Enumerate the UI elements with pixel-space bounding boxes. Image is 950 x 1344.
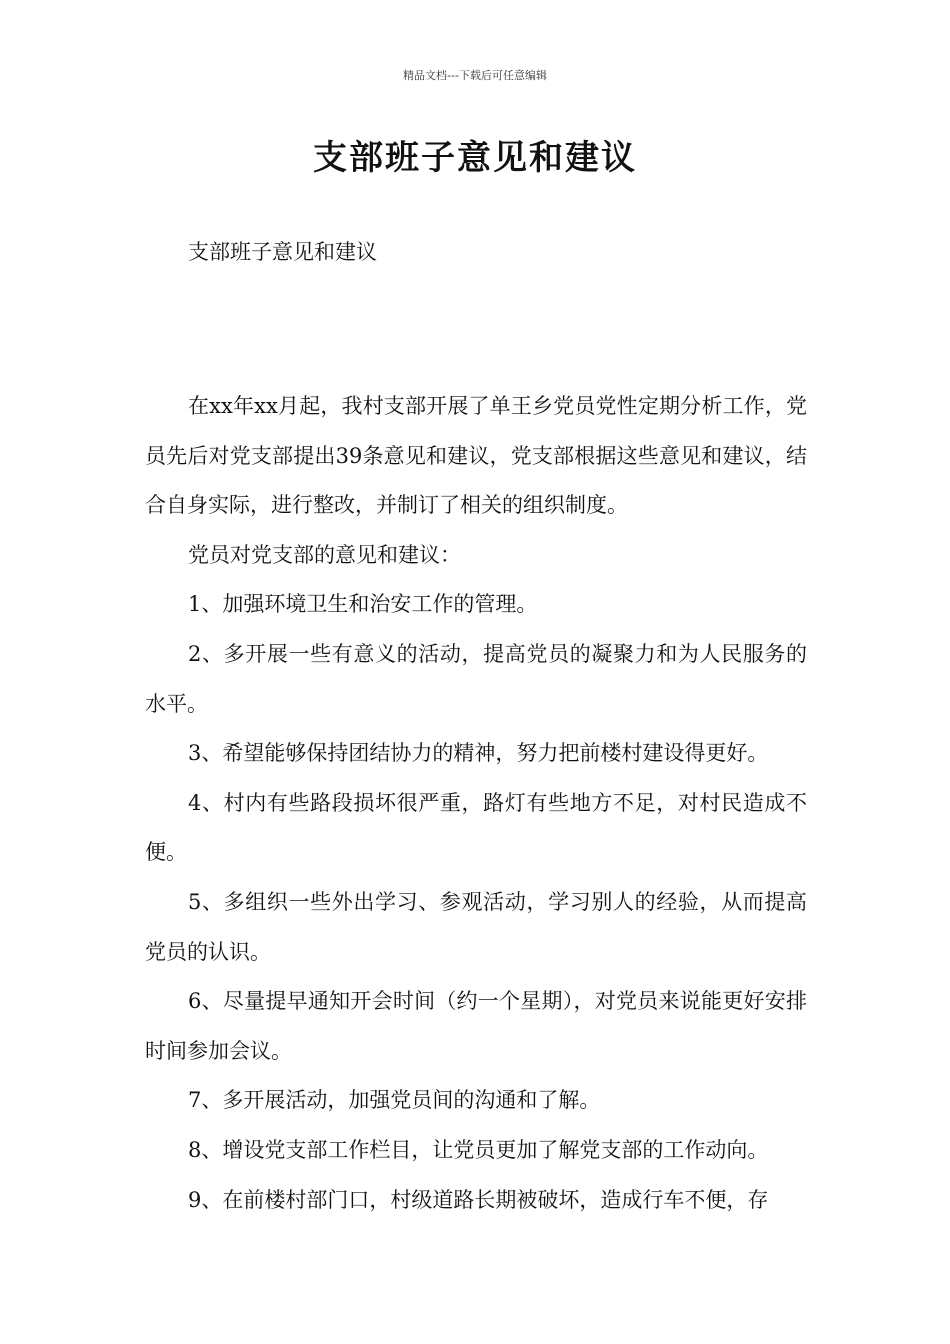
- header-note: 精品文档---下载后可任意编辑: [403, 69, 547, 82]
- document-title: 支部班子意见和建议: [313, 138, 637, 178]
- intro-paragraph: 在xx年xx月起，我村支部开展了单王乡党员党性定期分析工作，党员先后对党支部提出39条意见和建议，党支部根据这些意见和建议，结合自身实际，进行整改，并制订了相关的组织制度。: [145, 394, 807, 518]
- list-item: 8、增设党支部工作栏目，让党员更加了解党支部的工作动向。: [188, 1137, 769, 1162]
- list-item: 6、尽量提早通知开会时间（约一个星期），对党员来说能更好安排时间参加会议。: [145, 989, 807, 1063]
- list-item: 4、村内有些路段损坏很严重，路灯有些地方不足，对村民造成不便。: [145, 790, 807, 865]
- document-subtitle: 支部班子意见和建议: [188, 240, 377, 264]
- list-item: 5、多组织一些外出学习、参观活动，学习别人的经验，从而提高党员的认识。: [145, 889, 807, 964]
- list-heading: 党员对党支部的意见和建议：: [188, 542, 461, 567]
- list-item: 1、加强环境卫生和治安工作的管理。: [188, 592, 538, 617]
- document-body: [145, 382, 807, 1225]
- list-item: 2、多开展一些有意义的活动，提高党员的凝聚力和为人民服务的水平。: [145, 641, 807, 716]
- list-item: 3、希望能够保持团结协力的精神，努力把前楼村建设得更好。: [188, 741, 769, 766]
- list-item: 7、多开展活动，加强党员间的沟通和了解。: [188, 1088, 601, 1113]
- list-item: 9、在前楼村部门口，村级道路长期被破坏，造成行车不便，存: [188, 1187, 769, 1212]
